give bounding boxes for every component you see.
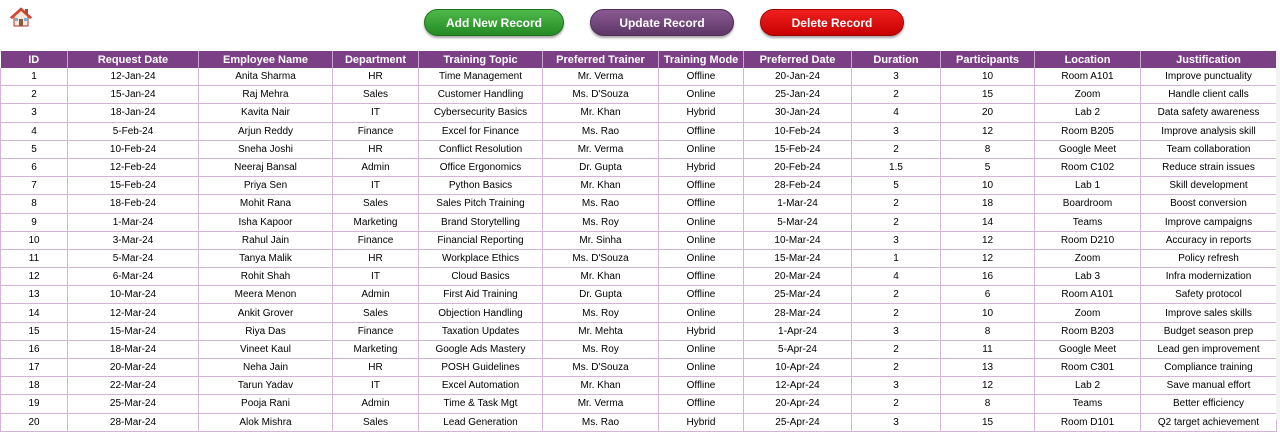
cell-duration[interactable]: 1 bbox=[852, 249, 941, 267]
cell-participants[interactable]: 8 bbox=[941, 322, 1035, 340]
cell-id[interactable]: 5 bbox=[1, 140, 68, 158]
cell-training-mode[interactable]: Online bbox=[659, 359, 744, 377]
cell-participants[interactable]: 12 bbox=[941, 377, 1035, 395]
column-header-employee-name[interactable]: Employee Name bbox=[199, 51, 333, 68]
delete-record-button[interactable]: Delete Record bbox=[760, 9, 904, 36]
cell-training-topic[interactable]: Workplace Ethics bbox=[419, 249, 543, 267]
cell-participants[interactable]: 12 bbox=[941, 249, 1035, 267]
cell-preferred-trainer[interactable]: Mr. Khan bbox=[543, 177, 659, 195]
cell-preferred-date[interactable]: 15-Feb-24 bbox=[744, 140, 852, 158]
table-row[interactable] bbox=[1, 413, 1277, 431]
cell-justification[interactable]: Boost conversion bbox=[1141, 195, 1277, 213]
cell-preferred-trainer[interactable]: Ms. Roy bbox=[543, 213, 659, 231]
cell-preferred-trainer[interactable]: Ms. D'Souza bbox=[543, 86, 659, 104]
column-header-duration[interactable]: Duration bbox=[852, 51, 941, 68]
cell-department[interactable]: IT bbox=[333, 104, 419, 122]
cell-training-topic[interactable]: Cybersecurity Basics bbox=[419, 104, 543, 122]
cell-preferred-trainer[interactable]: Ms. D'Souza bbox=[543, 359, 659, 377]
cell-justification[interactable]: Improve campaigns bbox=[1141, 213, 1277, 231]
cell-preferred-trainer[interactable]: Mr. Khan bbox=[543, 104, 659, 122]
table-row[interactable] bbox=[1, 68, 1277, 86]
column-header-department[interactable]: Department bbox=[333, 51, 419, 68]
cell-department[interactable]: HR bbox=[333, 140, 419, 158]
cell-participants[interactable]: 18 bbox=[941, 195, 1035, 213]
table-header-row bbox=[1, 51, 1277, 68]
cell-location[interactable]: Google Meet bbox=[1035, 140, 1141, 158]
cell-training-topic[interactable]: Cloud Basics bbox=[419, 268, 543, 286]
cell-request-date[interactable]: 5-Feb-24 bbox=[68, 122, 199, 140]
cell-location[interactable]: Zoom bbox=[1035, 304, 1141, 322]
cell-training-mode[interactable]: Offline bbox=[659, 195, 744, 213]
cell-employee-name[interactable]: Pooja Rani bbox=[199, 395, 333, 413]
cell-justification[interactable]: Better efficiency bbox=[1141, 395, 1277, 413]
cell-id[interactable]: 10 bbox=[1, 231, 68, 249]
cell-request-date[interactable]: 1-Mar-24 bbox=[68, 213, 199, 231]
cell-location[interactable]: Room A101 bbox=[1035, 68, 1141, 86]
cell-participants[interactable]: 14 bbox=[941, 213, 1035, 231]
cell-id[interactable]: 8 bbox=[1, 195, 68, 213]
cell-request-date[interactable]: 3-Mar-24 bbox=[68, 231, 199, 249]
cell-participants[interactable]: 20 bbox=[941, 104, 1035, 122]
cell-department[interactable]: Finance bbox=[333, 122, 419, 140]
cell-location[interactable]: Lab 2 bbox=[1035, 377, 1141, 395]
cell-training-mode[interactable]: Online bbox=[659, 231, 744, 249]
cell-participants[interactable]: 15 bbox=[941, 413, 1035, 431]
table-row[interactable] bbox=[1, 86, 1277, 104]
cell-department[interactable]: Admin bbox=[333, 158, 419, 176]
cell-training-topic[interactable]: Customer Handling bbox=[419, 86, 543, 104]
cell-training-mode[interactable]: Online bbox=[659, 140, 744, 158]
cell-participants[interactable]: 12 bbox=[941, 122, 1035, 140]
cell-participants[interactable]: 11 bbox=[941, 340, 1035, 358]
cell-id[interactable]: 18 bbox=[1, 377, 68, 395]
cell-preferred-trainer[interactable]: Mr. Sinha bbox=[543, 231, 659, 249]
cell-training-mode[interactable]: Hybrid bbox=[659, 158, 744, 176]
cell-preferred-date[interactable]: 30-Jan-24 bbox=[744, 104, 852, 122]
table-row[interactable] bbox=[1, 304, 1277, 322]
cell-duration[interactable]: 2 bbox=[852, 86, 941, 104]
cell-preferred-trainer[interactable]: Mr. Khan bbox=[543, 268, 659, 286]
cell-training-mode[interactable]: Online bbox=[659, 304, 744, 322]
cell-duration[interactable]: 5 bbox=[852, 177, 941, 195]
cell-preferred-date[interactable]: 5-Mar-24 bbox=[744, 213, 852, 231]
cell-department[interactable]: Finance bbox=[333, 231, 419, 249]
cell-training-topic[interactable]: POSH Guidelines bbox=[419, 359, 543, 377]
cell-justification[interactable]: Accuracy in reports bbox=[1141, 231, 1277, 249]
cell-training-mode[interactable]: Hybrid bbox=[659, 322, 744, 340]
cell-department[interactable]: Sales bbox=[333, 413, 419, 431]
cell-preferred-trainer[interactable]: Ms. Rao bbox=[543, 122, 659, 140]
cell-employee-name[interactable]: Vineet Kaul bbox=[199, 340, 333, 358]
cell-preferred-date[interactable]: 28-Feb-24 bbox=[744, 177, 852, 195]
cell-justification[interactable]: Skill development bbox=[1141, 177, 1277, 195]
table-row[interactable] bbox=[1, 195, 1277, 213]
table-row[interactable] bbox=[1, 322, 1277, 340]
table-row[interactable] bbox=[1, 268, 1277, 286]
table-row[interactable] bbox=[1, 177, 1277, 195]
cell-employee-name[interactable]: Tarun Yadav bbox=[199, 377, 333, 395]
cell-id[interactable]: 3 bbox=[1, 104, 68, 122]
cell-training-topic[interactable]: Taxation Updates bbox=[419, 322, 543, 340]
cell-justification[interactable]: Q2 target achievement bbox=[1141, 413, 1277, 431]
cell-preferred-date[interactable]: 1-Mar-24 bbox=[744, 195, 852, 213]
cell-id[interactable]: 4 bbox=[1, 122, 68, 140]
cell-location[interactable]: Room A101 bbox=[1035, 286, 1141, 304]
table-row[interactable] bbox=[1, 340, 1277, 358]
cell-training-topic[interactable]: Objection Handling bbox=[419, 304, 543, 322]
cell-justification[interactable]: Improve punctuality bbox=[1141, 68, 1277, 86]
cell-employee-name[interactable]: Anita Sharma bbox=[199, 68, 333, 86]
column-header-location[interactable]: Location bbox=[1035, 51, 1141, 68]
cell-employee-name[interactable]: Priya Sen bbox=[199, 177, 333, 195]
cell-justification[interactable]: Reduce strain issues bbox=[1141, 158, 1277, 176]
cell-preferred-date[interactable]: 25-Mar-24 bbox=[744, 286, 852, 304]
table-row[interactable] bbox=[1, 286, 1277, 304]
table-row[interactable] bbox=[1, 231, 1277, 249]
cell-participants[interactable]: 6 bbox=[941, 286, 1035, 304]
cell-justification[interactable]: Safety protocol bbox=[1141, 286, 1277, 304]
cell-employee-name[interactable]: Rahul Jain bbox=[199, 231, 333, 249]
cell-id[interactable]: 6 bbox=[1, 158, 68, 176]
cell-request-date[interactable]: 18-Feb-24 bbox=[68, 195, 199, 213]
cell-training-topic[interactable]: Time & Task Mgt bbox=[419, 395, 543, 413]
cell-department[interactable]: HR bbox=[333, 68, 419, 86]
cell-location[interactable]: Lab 2 bbox=[1035, 104, 1141, 122]
cell-location[interactable]: Room D210 bbox=[1035, 231, 1141, 249]
cell-training-topic[interactable]: Lead Generation bbox=[419, 413, 543, 431]
cell-location[interactable]: Lab 1 bbox=[1035, 177, 1141, 195]
cell-request-date[interactable]: 15-Feb-24 bbox=[68, 177, 199, 195]
table-row[interactable] bbox=[1, 104, 1277, 122]
cell-request-date[interactable]: 10-Mar-24 bbox=[68, 286, 199, 304]
cell-participants[interactable]: 10 bbox=[941, 177, 1035, 195]
scrollbar[interactable] bbox=[1276, 51, 1280, 420]
cell-participants[interactable]: 8 bbox=[941, 395, 1035, 413]
cell-department[interactable]: Sales bbox=[333, 86, 419, 104]
cell-id[interactable]: 20 bbox=[1, 413, 68, 431]
cell-location[interactable]: Zoom bbox=[1035, 86, 1141, 104]
cell-preferred-date[interactable]: 10-Apr-24 bbox=[744, 359, 852, 377]
cell-location[interactable]: Room C102 bbox=[1035, 158, 1141, 176]
cell-employee-name[interactable]: Mohit Rana bbox=[199, 195, 333, 213]
cell-request-date[interactable]: 28-Mar-24 bbox=[68, 413, 199, 431]
cell-id[interactable]: 19 bbox=[1, 395, 68, 413]
cell-preferred-trainer[interactable]: Mr. Verma bbox=[543, 395, 659, 413]
cell-preferred-date[interactable]: 20-Jan-24 bbox=[744, 68, 852, 86]
column-header-training-mode[interactable]: Training Mode bbox=[659, 51, 744, 68]
cell-training-mode[interactable]: Online bbox=[659, 86, 744, 104]
cell-duration[interactable]: 3 bbox=[852, 377, 941, 395]
cell-id[interactable]: 13 bbox=[1, 286, 68, 304]
cell-request-date[interactable]: 18-Jan-24 bbox=[68, 104, 199, 122]
cell-preferred-trainer[interactable]: Ms. Roy bbox=[543, 340, 659, 358]
cell-training-mode[interactable]: Offline bbox=[659, 395, 744, 413]
cell-preferred-trainer[interactable]: Mr. Mehta bbox=[543, 322, 659, 340]
cell-request-date[interactable]: 12-Mar-24 bbox=[68, 304, 199, 322]
cell-preferred-trainer[interactable]: Ms. Rao bbox=[543, 413, 659, 431]
cell-employee-name[interactable]: Neha Jain bbox=[199, 359, 333, 377]
cell-justification[interactable]: Data safety awareness bbox=[1141, 104, 1277, 122]
cell-preferred-date[interactable]: 28-Mar-24 bbox=[744, 304, 852, 322]
cell-justification[interactable]: Compliance training bbox=[1141, 359, 1277, 377]
cell-justification[interactable]: Lead gen improvement bbox=[1141, 340, 1277, 358]
cell-participants[interactable]: 16 bbox=[941, 268, 1035, 286]
cell-employee-name[interactable]: Meera Menon bbox=[199, 286, 333, 304]
cell-participants[interactable]: 8 bbox=[941, 140, 1035, 158]
cell-id[interactable]: 16 bbox=[1, 340, 68, 358]
cell-preferred-trainer[interactable]: Dr. Gupta bbox=[543, 158, 659, 176]
cell-duration[interactable]: 3 bbox=[852, 322, 941, 340]
cell-department[interactable]: Marketing bbox=[333, 213, 419, 231]
cell-employee-name[interactable]: Rohit Shah bbox=[199, 268, 333, 286]
cell-preferred-date[interactable]: 10-Feb-24 bbox=[744, 122, 852, 140]
cell-request-date[interactable]: 20-Mar-24 bbox=[68, 359, 199, 377]
cell-justification[interactable]: Infra modernization bbox=[1141, 268, 1277, 286]
cell-department[interactable]: Sales bbox=[333, 304, 419, 322]
cell-department[interactable]: Sales bbox=[333, 195, 419, 213]
cell-location[interactable]: Room C301 bbox=[1035, 359, 1141, 377]
cell-employee-name[interactable]: Kavita Nair bbox=[199, 104, 333, 122]
cell-duration[interactable]: 3 bbox=[852, 68, 941, 86]
cell-duration[interactable]: 4 bbox=[852, 104, 941, 122]
table-row[interactable] bbox=[1, 377, 1277, 395]
cell-participants[interactable]: 15 bbox=[941, 86, 1035, 104]
cell-preferred-date[interactable]: 20-Apr-24 bbox=[744, 395, 852, 413]
cell-preferred-date[interactable]: 1-Apr-24 bbox=[744, 322, 852, 340]
add-new-record-button[interactable]: Add New Record bbox=[424, 9, 564, 36]
cell-department[interactable]: HR bbox=[333, 359, 419, 377]
cell-request-date[interactable]: 12-Feb-24 bbox=[68, 158, 199, 176]
column-header-preferred-date[interactable]: Preferred Date bbox=[744, 51, 852, 68]
cell-department[interactable]: HR bbox=[333, 249, 419, 267]
cell-location[interactable]: Boardroom bbox=[1035, 195, 1141, 213]
column-header-participants[interactable]: Participants bbox=[941, 51, 1035, 68]
cell-preferred-trainer[interactable]: Mr. Khan bbox=[543, 377, 659, 395]
column-header-justification[interactable]: Justification bbox=[1141, 51, 1277, 68]
cell-department[interactable]: Admin bbox=[333, 286, 419, 304]
cell-employee-name[interactable]: Arjun Reddy bbox=[199, 122, 333, 140]
cell-training-topic[interactable]: Financial Reporting bbox=[419, 231, 543, 249]
cell-duration[interactable]: 2 bbox=[852, 395, 941, 413]
cell-employee-name[interactable]: Tanya Malik bbox=[199, 249, 333, 267]
table-row[interactable] bbox=[1, 122, 1277, 140]
cell-duration[interactable]: 2 bbox=[852, 213, 941, 231]
cell-duration[interactable]: 3 bbox=[852, 231, 941, 249]
cell-preferred-date[interactable]: 20-Mar-24 bbox=[744, 268, 852, 286]
cell-training-mode[interactable]: Offline bbox=[659, 177, 744, 195]
home-icon[interactable] bbox=[10, 7, 32, 27]
column-header-training-topic[interactable]: Training Topic bbox=[419, 51, 543, 68]
cell-id[interactable]: 17 bbox=[1, 359, 68, 377]
cell-duration[interactable]: 3 bbox=[852, 122, 941, 140]
cell-employee-name[interactable]: Ankit Grover bbox=[199, 304, 333, 322]
toolbar bbox=[0, 0, 1280, 51]
update-record-button[interactable]: Update Record bbox=[590, 9, 734, 36]
cell-request-date[interactable]: 22-Mar-24 bbox=[68, 377, 199, 395]
cell-employee-name[interactable]: Riya Das bbox=[199, 322, 333, 340]
cell-location[interactable]: Zoom bbox=[1035, 249, 1141, 267]
table-row[interactable] bbox=[1, 359, 1277, 377]
cell-participants[interactable]: 5 bbox=[941, 158, 1035, 176]
cell-preferred-trainer[interactable]: Mr. Verma bbox=[543, 68, 659, 86]
cell-location[interactable]: Google Meet bbox=[1035, 340, 1141, 358]
cell-training-topic[interactable]: Excel for Finance bbox=[419, 122, 543, 140]
cell-request-date[interactable]: 15-Jan-24 bbox=[68, 86, 199, 104]
cell-training-topic[interactable]: Conflict Resolution bbox=[419, 140, 543, 158]
cell-participants[interactable]: 10 bbox=[941, 304, 1035, 322]
cell-preferred-trainer[interactable]: Dr. Gupta bbox=[543, 286, 659, 304]
cell-request-date[interactable]: 10-Feb-24 bbox=[68, 140, 199, 158]
cell-training-mode[interactable]: Online bbox=[659, 249, 744, 267]
cell-training-mode[interactable]: Offline bbox=[659, 68, 744, 86]
cell-duration[interactable]: 4 bbox=[852, 268, 941, 286]
cell-id[interactable]: 11 bbox=[1, 249, 68, 267]
cell-training-mode[interactable]: Hybrid bbox=[659, 104, 744, 122]
cell-location[interactable]: Teams bbox=[1035, 213, 1141, 231]
cell-participants[interactable]: 13 bbox=[941, 359, 1035, 377]
table-row[interactable] bbox=[1, 140, 1277, 158]
table-row[interactable] bbox=[1, 249, 1277, 267]
cell-training-topic[interactable]: Sales Pitch Training bbox=[419, 195, 543, 213]
cell-duration[interactable]: 2 bbox=[852, 359, 941, 377]
cell-preferred-date[interactable]: 12-Apr-24 bbox=[744, 377, 852, 395]
cell-duration[interactable]: 2 bbox=[852, 340, 941, 358]
cell-request-date[interactable]: 25-Mar-24 bbox=[68, 395, 199, 413]
cell-department[interactable]: Admin bbox=[333, 395, 419, 413]
cell-training-mode[interactable]: Online bbox=[659, 340, 744, 358]
cell-preferred-date[interactable]: 5-Apr-24 bbox=[744, 340, 852, 358]
cell-preferred-trainer[interactable]: Mr. Verma bbox=[543, 140, 659, 158]
cell-request-date[interactable]: 18-Mar-24 bbox=[68, 340, 199, 358]
cell-training-topic[interactable]: Brand Storytelling bbox=[419, 213, 543, 231]
cell-preferred-date[interactable]: 25-Jan-24 bbox=[744, 86, 852, 104]
cell-training-topic[interactable]: Python Basics bbox=[419, 177, 543, 195]
cell-duration[interactable]: 2 bbox=[852, 286, 941, 304]
cell-id[interactable]: 14 bbox=[1, 304, 68, 322]
table-row[interactable] bbox=[1, 395, 1277, 413]
cell-location[interactable]: Teams bbox=[1035, 395, 1141, 413]
cell-request-date[interactable]: 15-Mar-24 bbox=[68, 322, 199, 340]
cell-preferred-date[interactable]: 25-Apr-24 bbox=[744, 413, 852, 431]
cell-employee-name[interactable]: Alok Mishra bbox=[199, 413, 333, 431]
cell-employee-name[interactable]: Isha Kapoor bbox=[199, 213, 333, 231]
cell-participants[interactable]: 12 bbox=[941, 231, 1035, 249]
cell-employee-name[interactable]: Raj Mehra bbox=[199, 86, 333, 104]
cell-location[interactable]: Room B203 bbox=[1035, 322, 1141, 340]
table-row[interactable] bbox=[1, 213, 1277, 231]
column-header-request-date[interactable]: Request Date bbox=[68, 51, 199, 68]
cell-id[interactable]: 1 bbox=[1, 68, 68, 86]
cell-justification[interactable]: Policy refresh bbox=[1141, 249, 1277, 267]
cell-department[interactable]: Finance bbox=[333, 322, 419, 340]
cell-preferred-trainer[interactable]: Ms. D'Souza bbox=[543, 249, 659, 267]
cell-location[interactable]: Room B205 bbox=[1035, 122, 1141, 140]
column-header-id[interactable]: ID bbox=[1, 51, 68, 68]
cell-participants[interactable]: 10 bbox=[941, 68, 1035, 86]
cell-justification[interactable]: Save manual effort bbox=[1141, 377, 1277, 395]
cell-training-topic[interactable]: Excel Automation bbox=[419, 377, 543, 395]
cell-duration[interactable]: 1.5 bbox=[852, 158, 941, 176]
table-row[interactable] bbox=[1, 158, 1277, 176]
cell-location[interactable]: Lab 3 bbox=[1035, 268, 1141, 286]
cell-employee-name[interactable]: Sneha Joshi bbox=[199, 140, 333, 158]
cell-request-date[interactable]: 5-Mar-24 bbox=[68, 249, 199, 267]
cell-training-mode[interactable]: Offline bbox=[659, 286, 744, 304]
cell-preferred-trainer[interactable]: Ms. Rao bbox=[543, 195, 659, 213]
cell-request-date[interactable]: 6-Mar-24 bbox=[68, 268, 199, 286]
cell-preferred-date[interactable]: 15-Mar-24 bbox=[744, 249, 852, 267]
cell-duration[interactable]: 3 bbox=[852, 413, 941, 431]
cell-employee-name[interactable]: Neeraj Bansal bbox=[199, 158, 333, 176]
cell-department[interactable]: Marketing bbox=[333, 340, 419, 358]
cell-duration[interactable]: 2 bbox=[852, 140, 941, 158]
cell-training-mode[interactable]: Offline bbox=[659, 268, 744, 286]
cell-preferred-trainer[interactable]: Ms. Roy bbox=[543, 304, 659, 322]
cell-justification[interactable]: Team collaboration bbox=[1141, 140, 1277, 158]
cell-training-topic[interactable]: Office Ergonomics bbox=[419, 158, 543, 176]
cell-training-mode[interactable]: Hybrid bbox=[659, 413, 744, 431]
cell-preferred-date[interactable]: 10-Mar-24 bbox=[744, 231, 852, 249]
cell-preferred-date[interactable]: 20-Feb-24 bbox=[744, 158, 852, 176]
cell-training-mode[interactable]: Offline bbox=[659, 377, 744, 395]
cell-justification[interactable]: Improve analysis skill bbox=[1141, 122, 1277, 140]
cell-id[interactable]: 9 bbox=[1, 213, 68, 231]
cell-duration[interactable]: 2 bbox=[852, 195, 941, 213]
column-header-preferred-trainer[interactable]: Preferred Trainer bbox=[543, 51, 659, 68]
cell-id[interactable]: 7 bbox=[1, 177, 68, 195]
cell-training-topic[interactable]: Time Management bbox=[419, 68, 543, 86]
cell-training-topic[interactable]: First Aid Training bbox=[419, 286, 543, 304]
cell-justification[interactable]: Improve sales skills bbox=[1141, 304, 1277, 322]
cell-id[interactable]: 15 bbox=[1, 322, 68, 340]
cell-training-topic[interactable]: Google Ads Mastery bbox=[419, 340, 543, 358]
cell-department[interactable]: IT bbox=[333, 177, 419, 195]
cell-location[interactable]: Room D101 bbox=[1035, 413, 1141, 431]
cell-training-mode[interactable]: Online bbox=[659, 213, 744, 231]
cell-id[interactable]: 2 bbox=[1, 86, 68, 104]
training-requests-table bbox=[0, 51, 1277, 432]
cell-department[interactable]: IT bbox=[333, 268, 419, 286]
cell-justification[interactable]: Handle client calls bbox=[1141, 86, 1277, 104]
cell-training-mode[interactable]: Offline bbox=[659, 122, 744, 140]
cell-request-date[interactable]: 12-Jan-24 bbox=[68, 68, 199, 86]
cell-id[interactable]: 12 bbox=[1, 268, 68, 286]
cell-justification[interactable]: Budget season prep bbox=[1141, 322, 1277, 340]
cell-department[interactable]: IT bbox=[333, 377, 419, 395]
cell-duration[interactable]: 2 bbox=[852, 304, 941, 322]
